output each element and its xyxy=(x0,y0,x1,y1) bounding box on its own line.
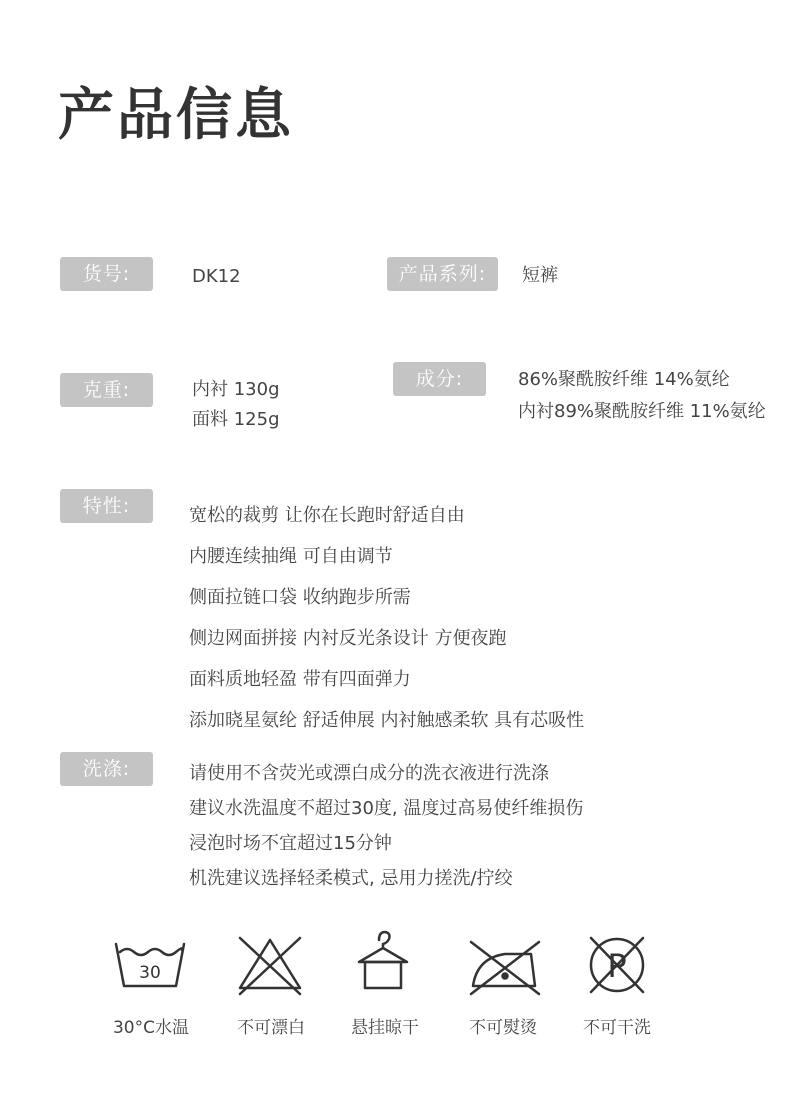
no-iron-icon xyxy=(465,932,545,1002)
composition-line: 86%聚酰胺纤维 14%氨纶 xyxy=(518,369,730,390)
care-caption: 不可干洗 xyxy=(583,1018,651,1038)
item-no-label: 货号: xyxy=(60,257,153,291)
care-caption: 悬挂晾干 xyxy=(351,1018,419,1038)
washing-line: 请使用不含荧光或漂白成分的洗衣液进行洗涤 xyxy=(189,763,549,784)
hang-dry-icon xyxy=(343,926,423,996)
weight-line: 面料 125g xyxy=(192,409,280,430)
page-title: 产品信息 xyxy=(58,83,294,148)
washing-values xyxy=(189,756,583,896)
series-label: 产品系列: xyxy=(387,257,498,291)
wash-30-icon xyxy=(110,932,190,1002)
washing-line: 浸泡时场不宜超过15分钟 xyxy=(189,833,392,854)
series-value: 短裤 xyxy=(522,265,558,286)
features-values xyxy=(189,495,584,741)
feature-line: 侧边网面拼接 内衬反光条设计 方便夜跑 xyxy=(189,628,507,649)
washing-label: 洗涤: xyxy=(60,752,153,786)
feature-line: 添加晓星氨纶 舒适伸展 内衬触感柔软 具有芯吸性 xyxy=(189,710,585,731)
composition-line: 内衬89%聚酰胺纤维 11%氨纶 xyxy=(518,401,766,422)
care-caption: 30°C水温 xyxy=(112,1018,189,1038)
washing-line: 建议水洗温度不超过30度, 温度过高易使纤维损伤 xyxy=(189,798,584,819)
feature-line: 内腰连续抽绳 可自由调节 xyxy=(189,546,393,567)
feature-line: 面料质地轻盈 带有四面弹力 xyxy=(189,669,411,690)
composition-label: 成分: xyxy=(393,362,486,396)
weight-line: 内衬 130g xyxy=(192,379,280,400)
dry-clean-letter: P xyxy=(607,947,627,985)
wash-temp-text: 30 xyxy=(139,963,161,983)
features-label: 特性: xyxy=(60,489,153,523)
item-no-value: DK12 xyxy=(192,266,241,287)
weight-label: 克重: xyxy=(60,373,153,407)
feature-line: 宽松的裁剪 让你在长跑时舒适自由 xyxy=(189,505,465,526)
composition-values xyxy=(518,364,766,428)
no-dry-clean-icon xyxy=(577,930,657,1000)
weight-values xyxy=(192,375,280,435)
no-bleach-icon xyxy=(230,932,310,1002)
care-caption: 不可漂白 xyxy=(237,1018,305,1038)
care-caption: 不可熨烫 xyxy=(469,1018,537,1038)
washing-line: 机洗建议选择轻柔模式, 忌用力搓洗/拧绞 xyxy=(189,868,513,889)
feature-line: 侧面拉链口袋 收纳跑步所需 xyxy=(189,587,411,608)
